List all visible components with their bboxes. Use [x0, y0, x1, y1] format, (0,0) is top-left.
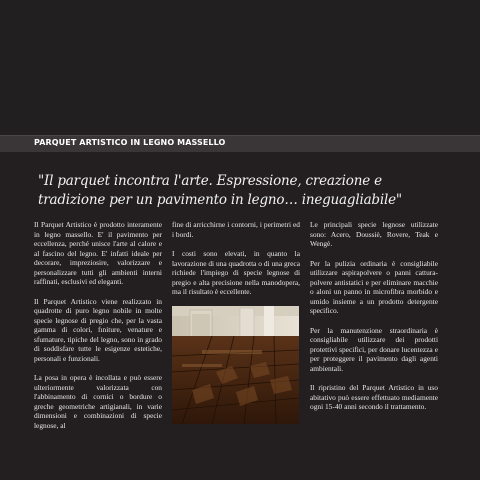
parquet-photo: [172, 306, 299, 424]
paragraph: Per la pulizia ordinaria è consigliabile utilizzare aspirapolvere o panni cattura-polvere antistatici e per eliminare macchie o aloni un panno in microfibra morbido e umido insieme a un prodotto detergente specifico.: [310, 258, 438, 315]
paragraph: fine di arricchirne i contorni, i perimetri ed i bordi.: [172, 220, 300, 239]
paragraph: La posa in opera è incollata e può essere ulteriormente valorizzata con l'abbinamento di cornici o bordure o greche geometriche artigianali, in varie dimensioni e combinazioni di specie legnose, al: [34, 373, 162, 430]
section-header-bar: [0, 135, 480, 153]
text-column-2: [172, 220, 300, 307]
pull-quote: "Il parquet incontra l'arte. Espressione, creazione e tradizione per un pavimento in legno… ineguagliabile": [38, 173, 402, 208]
text-column-3: [310, 220, 438, 422]
paragraph: I costi sono elevati, in quanto la lavorazione di una quadrotta o di una greca richiede l'impiego di specie legnose di pregio e alta precisione nella manodopera, ma il risultato è eccellente.: [172, 249, 300, 296]
parquet-floor-image: [172, 306, 299, 424]
text-column-1: [34, 220, 162, 440]
paragraph: Il Parquet Artistico viene realizzato in quadrotte di puro legno nobile in molte specie legnose di pregio che, per la vasta gamma di colori, fıniture, venature e sfumature, tipiche del legno, sono in grado di soddisfare tutte le esigenze estetiche, personali e funzionali.: [34, 296, 162, 363]
top-dark-area: [0, 0, 480, 135]
paragraph: Il ripristino del Parquet Artistico in uso abitativo può essere effettuato mediamente ogni 15-40 anni secondo il trattamento.: [310, 383, 438, 411]
section-title: PARQUET ARTISTICO IN LEGNO MASSELLO: [34, 138, 226, 147]
paragraph: Per la manutenzione straordinaria è consigliabile utilizzare dei prodotti protettivi specifici, per donare lucentezza e per proteggere il pavimento dagli agenti ambientali.: [310, 325, 438, 373]
paragraph: Le principali specie legnose utilizzate sono: Acero, Doussiè, Rovere, Teak e Wengè.: [310, 220, 438, 248]
paragraph: Il Parquet Artistico è prodotto interamente in legno massello. E' il pavimento per eccellenza, perché unisce l'arte al calore e al fascino del legno. E' infatti ideale per decorare, impreziosire, valorizzare e personalizzare tutti gli ambienti interni raffinati, esclusivi ed eleganti.: [34, 220, 162, 286]
